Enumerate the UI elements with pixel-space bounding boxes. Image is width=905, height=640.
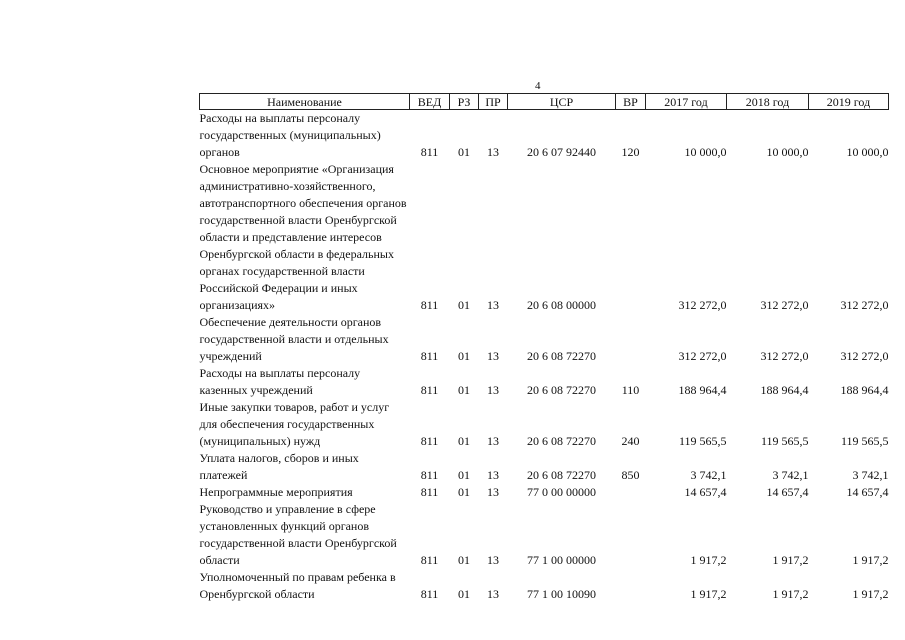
row-2019: 1 917,2: [852, 587, 889, 601]
row-pr: 13: [487, 349, 499, 363]
row-pr: 13: [487, 434, 499, 448]
row-rz: 01: [458, 485, 470, 499]
row-rz: 01: [458, 383, 470, 397]
row-rz: 01: [458, 434, 470, 448]
row-vr: [616, 569, 646, 603]
row-pr: 13: [487, 587, 499, 601]
row-csr: 77 1 00 10090: [527, 587, 596, 601]
row-ved: 811: [420, 349, 439, 363]
row-name: Расходы на выплаты персоналу казенных учреждений: [199, 366, 361, 397]
table-row: [200, 501, 889, 569]
row-2019: 1 917,2: [852, 553, 889, 567]
row-2018: 10 000,0: [766, 145, 809, 159]
row-vr: 120: [621, 145, 640, 159]
table-row: [200, 365, 889, 399]
table-row: [200, 450, 889, 484]
row-2018: 312 272,0: [760, 298, 809, 312]
table-row: [200, 569, 889, 603]
table-row: [200, 110, 889, 162]
row-ved: 811: [420, 145, 439, 159]
row-rz: 01: [458, 349, 470, 363]
row-2019: 119 565,5: [840, 434, 889, 448]
row-2018: 14 657,4: [766, 485, 809, 499]
page-number: 4: [535, 80, 541, 92]
row-ved: 811: [420, 383, 439, 397]
column-header-csr: ЦСР: [508, 94, 616, 110]
row-2019: 188 964,4: [840, 383, 889, 397]
row-name: Основное мероприятие «Организация административно-хозяйственного, автотранспортного обеспечения органов государственной власти Оренбургской области и представление интересов Оренбургской области в федеральных органах государственной власти Российской Федерации и иных организациях»: [199, 162, 407, 312]
row-pr: 13: [487, 383, 499, 397]
row-2018: 1 917,2: [772, 553, 809, 567]
row-pr: 13: [487, 298, 499, 312]
row-name: Непрограммные мероприятия: [199, 485, 353, 499]
row-rz: 01: [458, 468, 470, 482]
column-header-name: Наименование: [200, 94, 410, 110]
table-header-row: [200, 94, 889, 110]
column-header-rz: РЗ: [450, 94, 479, 110]
row-2019: 312 272,0: [840, 298, 889, 312]
row-2017: 119 565,5: [678, 434, 727, 448]
row-2018: 1 917,2: [772, 587, 809, 601]
row-2017: 188 964,4: [678, 383, 727, 397]
row-2017: 1 917,2: [690, 553, 727, 567]
row-ved: 811: [420, 468, 439, 482]
row-vr: [616, 314, 646, 365]
row-name: Обеспечение деятельности органов государственной власти и отдельных учреждений: [199, 315, 389, 363]
column-header-2019: 2019 год: [809, 94, 889, 110]
row-vr: [616, 484, 646, 501]
column-header-ved: ВЕД: [410, 94, 450, 110]
row-2018: 188 964,4: [760, 383, 809, 397]
row-2019: 10 000,0: [846, 145, 889, 159]
row-2017: 312 272,0: [678, 349, 727, 363]
row-2018: 119 565,5: [760, 434, 809, 448]
row-pr: 13: [487, 553, 499, 567]
row-2019: 312 272,0: [840, 349, 889, 363]
row-2018: 312 272,0: [760, 349, 809, 363]
row-2017: 3 742,1: [690, 468, 727, 482]
row-vr: [616, 161, 646, 314]
row-pr: 13: [487, 145, 499, 159]
row-ved: 811: [420, 587, 439, 601]
row-csr: 20 6 07 92440: [527, 145, 596, 159]
row-ved: 811: [420, 298, 439, 312]
row-csr: 77 0 00 00000: [527, 485, 596, 499]
row-name: Уполномоченный по правам ребенка в Оренбургской области: [199, 570, 396, 601]
column-header-vr: ВР: [616, 94, 646, 110]
row-2019: 3 742,1: [852, 468, 889, 482]
budget-table: [199, 93, 889, 603]
row-vr: 240: [621, 434, 640, 448]
table-row: [200, 484, 889, 501]
row-csr: 20 6 08 72270: [527, 349, 596, 363]
column-header-2017: 2017 год: [646, 94, 727, 110]
row-ved: 811: [420, 553, 439, 567]
table-row: [200, 399, 889, 450]
row-rz: 01: [458, 145, 470, 159]
row-csr: 20 6 08 00000: [527, 298, 596, 312]
row-vr: 110: [621, 383, 640, 397]
row-csr: 77 1 00 00000: [527, 553, 596, 567]
table-row: [200, 161, 889, 314]
column-header-2018: 2018 год: [727, 94, 809, 110]
row-rz: 01: [458, 553, 470, 567]
row-2017: 312 272,0: [678, 298, 727, 312]
table-row: [200, 314, 889, 365]
row-ved: 811: [420, 485, 439, 499]
row-csr: 20 6 08 72270: [527, 468, 596, 482]
row-csr: 20 6 08 72270: [527, 434, 596, 448]
row-2018: 3 742,1: [772, 468, 809, 482]
row-pr: 13: [487, 468, 499, 482]
column-header-pr: ПР: [479, 94, 508, 110]
row-name: Уплата налогов, сборов и иных платежей: [199, 451, 359, 482]
row-rz: 01: [458, 587, 470, 601]
row-vr: 850: [621, 468, 640, 482]
row-pr: 13: [487, 485, 499, 499]
row-rz: 01: [458, 298, 470, 312]
row-name: Иные закупки товаров, работ и услуг для обеспечения государственных (муниципальных) нужд: [199, 400, 390, 448]
row-csr: 20 6 08 72270: [527, 383, 596, 397]
row-2017: 14 657,4: [684, 485, 727, 499]
row-2017: 1 917,2: [690, 587, 727, 601]
row-name: Расходы на выплаты персоналу государственных (муниципальных) органов: [199, 111, 381, 159]
row-2017: 10 000,0: [684, 145, 727, 159]
row-name: Руководство и управление в сфере установленных функций органов государственной власти Оренбургской области: [199, 502, 397, 567]
row-ved: 811: [420, 434, 439, 448]
row-2019: 14 657,4: [846, 485, 889, 499]
row-vr: [616, 501, 646, 569]
